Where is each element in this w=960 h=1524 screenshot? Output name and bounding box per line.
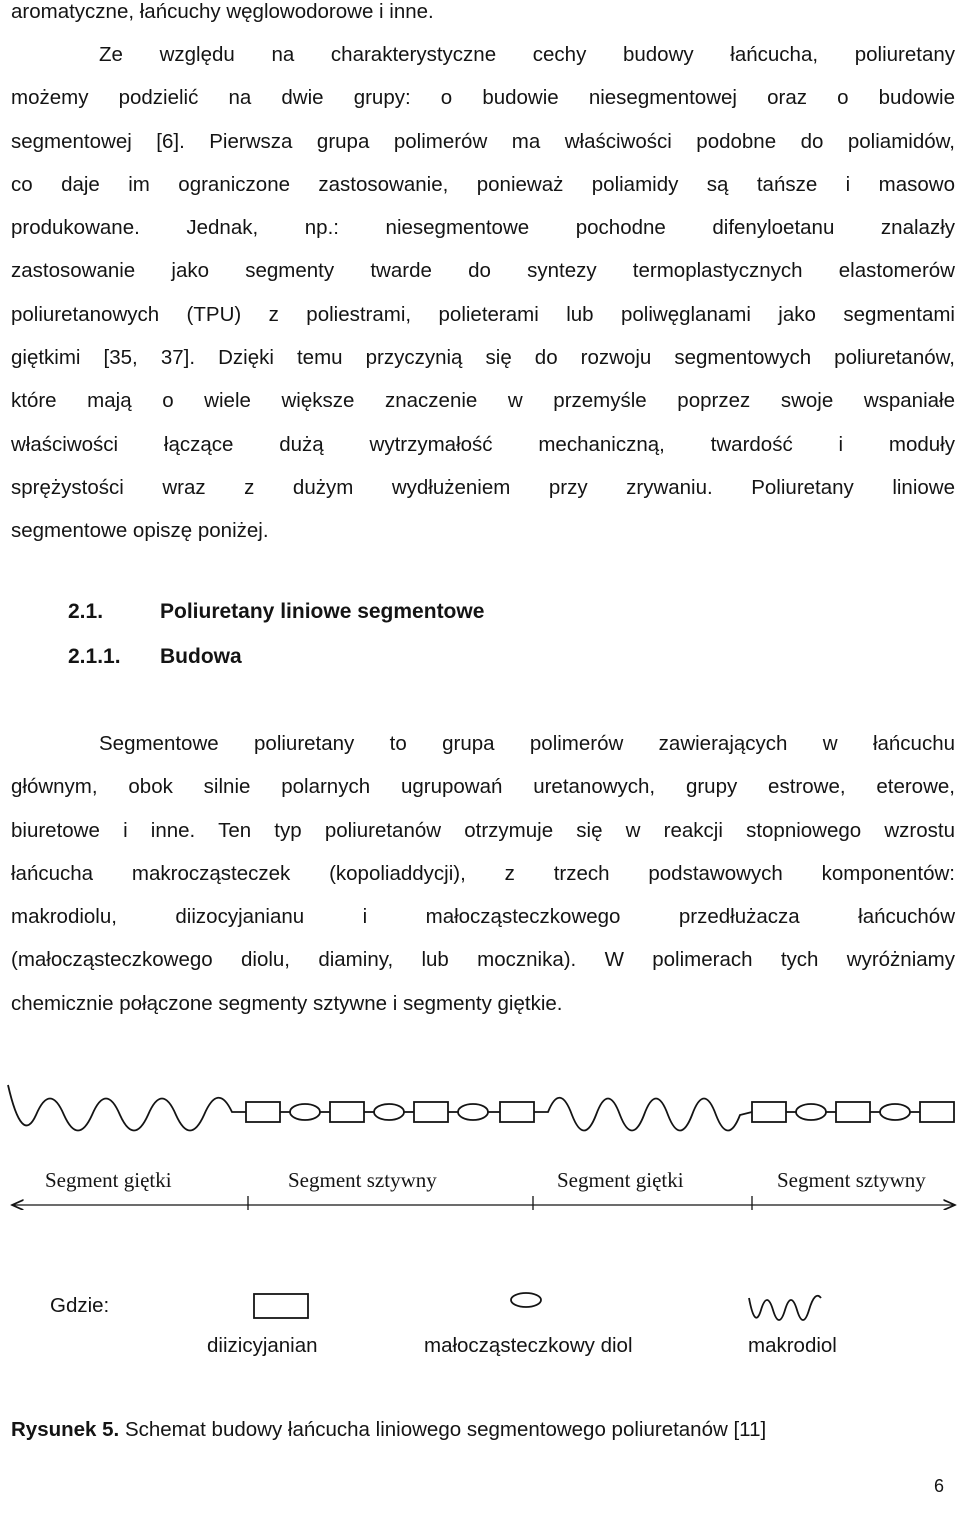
chain-schematic-figure xyxy=(0,1060,960,1210)
legend-rectangle-icon xyxy=(250,1290,314,1322)
figure-caption-text: Schemat budowy łańcucha liniowego segmentowego poliuretanów [11] xyxy=(119,1418,767,1441)
text-line: Ze względu na charakterystyczne cechy budowy łańcucha, poliuretany xyxy=(99,43,955,66)
subsection-heading xyxy=(0,645,960,675)
text-line: poliuretanowych (TPU) z poliestrami, polieterami lub poliwęglanami jako segmentami xyxy=(11,302,955,326)
segment-label: Segment giętki xyxy=(45,1168,172,1192)
section-number: 2.1. xyxy=(68,600,104,623)
legend-item-label: małocząsteczkowy diol xyxy=(424,1334,633,1357)
text-line: Segmentowe poliuretany to grupa polimerów zawierających w łańcuchu xyxy=(99,732,955,755)
paragraph-classification xyxy=(11,33,955,553)
page-number: 6 xyxy=(934,1476,945,1496)
legend-item-label: makrodiol xyxy=(748,1334,837,1357)
text-line: łańcucha makrocząsteczek (kopoliaddycji), z trzech podstawowych komponentów: xyxy=(11,861,955,885)
text-line: sprężystości wraz z dużym wydłużeniem przy zrywaniu. Poliuretany liniowe xyxy=(11,475,955,499)
paragraph-intro-end xyxy=(11,0,955,33)
text-line: aromatyczne, łańcuchy węglowodorowe i inne. xyxy=(11,0,434,23)
segment-ticks xyxy=(248,1196,752,1210)
figure-caption-label: Rysunek 5. xyxy=(11,1418,120,1441)
segment-label: Segment giętki xyxy=(557,1168,684,1192)
text-line: giętkimi [35, 37]. Dzięki temu przyczynią się do rozwoju segmentowych poliuretanów, xyxy=(11,346,955,370)
text-line: segmentowe opiszę poniżej. xyxy=(11,519,269,543)
soft-segment-wave xyxy=(534,1098,752,1131)
legend-label: Gdzie: xyxy=(50,1294,110,1317)
section-title: Poliuretany liniowe segmentowe xyxy=(160,600,485,623)
text-line: właściwości łączące dużą wytrzymałość mechaniczną, twardość i moduły xyxy=(11,432,955,456)
text-line: możemy podzielić na dwie grupy: o budowie niesegmentowej oraz o budowie xyxy=(11,86,955,110)
legend-wave-icon xyxy=(745,1286,829,1330)
text-line: chemicznie połączone segmenty sztywne i segmenty giętkie. xyxy=(11,991,563,1015)
text-line: biuretowe i inne. Ten typ poliuretanów otrzymuje się w reakcji stopniowego wzrostu xyxy=(11,818,955,842)
segment-label: Segment sztywny xyxy=(777,1168,926,1192)
text-line: które mają o wiele większe znaczenie w przemyśle poprzez swoje wspaniałe xyxy=(11,389,955,413)
text-line: segmentowej [6]. Pierwsza grupa polimerów ma właściwości podobne do poliamidów, xyxy=(11,129,955,153)
paragraph-structure xyxy=(11,722,955,1025)
soft-segment-wave xyxy=(8,1085,246,1131)
text-line: produkowane. Jednak, np.: niesegmentowe pochodne difenyloetanu znalazły xyxy=(11,216,955,240)
section-heading xyxy=(0,600,960,630)
subsection-number: 2.1.1. xyxy=(68,645,121,668)
subsection-title: Budowa xyxy=(160,645,242,668)
segment-label: Segment sztywny xyxy=(288,1168,437,1192)
hard-segment xyxy=(752,1102,954,1122)
hard-segment xyxy=(246,1102,534,1122)
text-line: głównym, obok silnie polarnych ugrupowań uretanowych, grupy estrowe, eterowe, xyxy=(11,775,955,799)
text-line: (małocząsteczkowego diolu, diaminy, lub mocznika). W polimerach tych wyróżniamy xyxy=(11,948,955,972)
figure-caption xyxy=(11,1418,766,1442)
text-line: makrodiolu, diizocyjanianu i małocząsteczkowego przedłużacza łańcuchów xyxy=(11,905,955,929)
text-line: zastosowanie jako segmenty twarde do syntezy termoplastycznych elastomerów xyxy=(11,259,955,283)
legend-ellipse-icon xyxy=(505,1290,549,1312)
legend-item-label: diizicyjanian xyxy=(207,1334,318,1357)
text-line: co daje im ograniczone zastosowanie, ponieważ poliamidy są tańsze i masowo xyxy=(11,172,955,196)
